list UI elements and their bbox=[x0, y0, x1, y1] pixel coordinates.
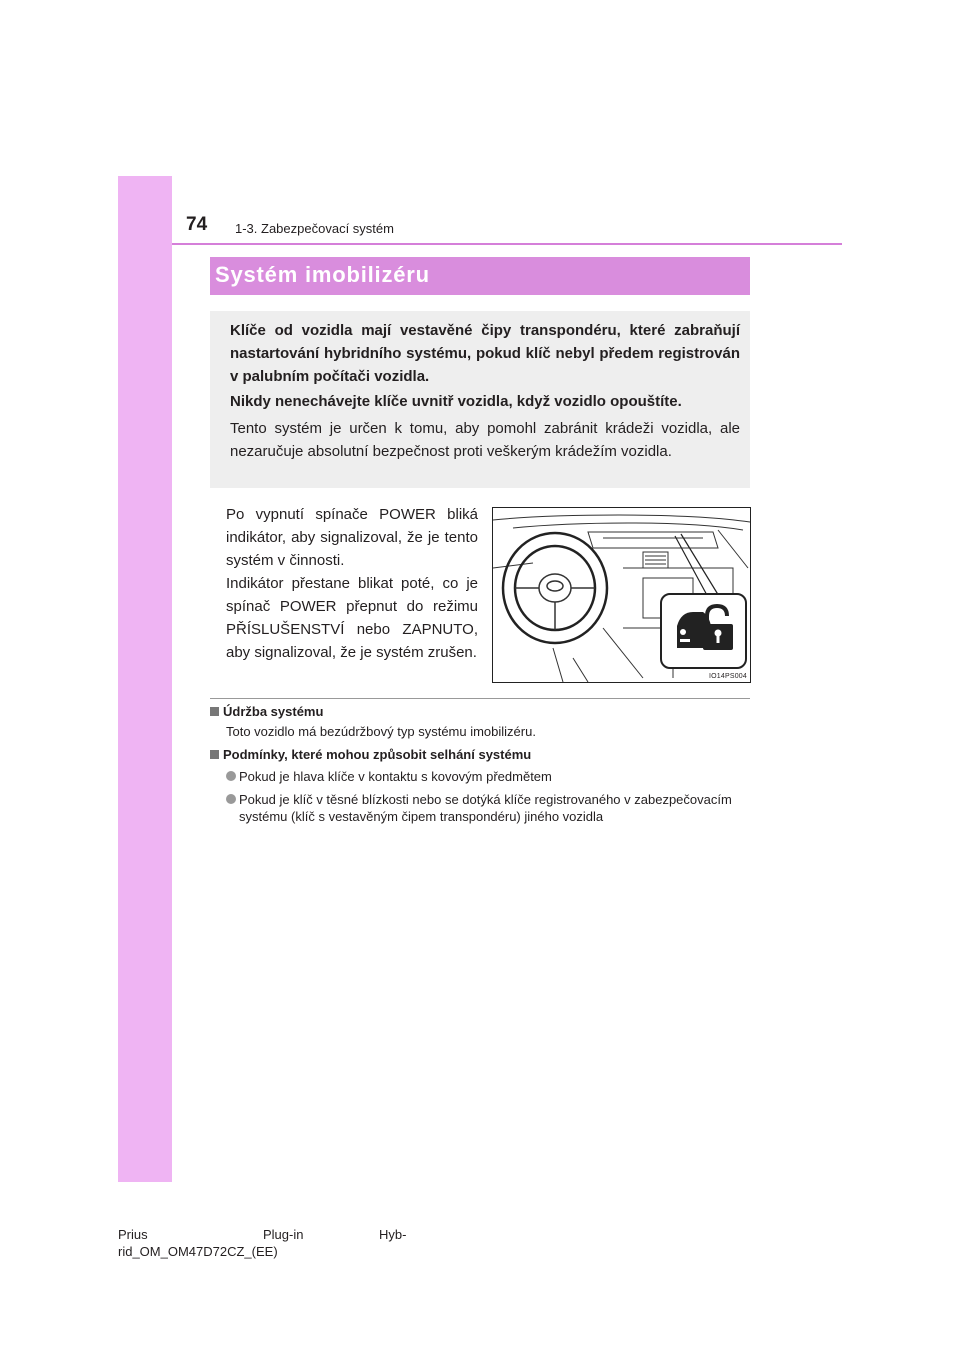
maintenance-text: Toto vozidlo má bezúdržbový typ systému imobilizéru. bbox=[226, 724, 536, 739]
maintenance-title: Údržba systému bbox=[223, 704, 324, 719]
header-rule bbox=[172, 243, 842, 245]
topic-title: Systém imobilizéru bbox=[215, 262, 430, 287]
footer-word: Hyb- bbox=[379, 1227, 407, 1242]
body-paragraph-1: Po vypnutí spínače POWER bliká indikátor, aby signalizoval, že je tento systém v činnosti. bbox=[226, 506, 478, 569]
square-bullet-icon bbox=[210, 750, 219, 759]
section-divider bbox=[210, 698, 750, 699]
intro-paragraph: Klíče od vozidla mají vestavěné čipy transpondéru, které zabraňují nastartování hybridního systému, pokud klíč nebyl předem registrován v palubním počítači vozidla. bbox=[230, 322, 740, 385]
section-sidebar-tab bbox=[118, 176, 172, 1182]
figure-code: IO14PS004 bbox=[709, 673, 747, 680]
dashboard-illustration bbox=[493, 508, 750, 682]
square-bullet-icon bbox=[210, 707, 219, 716]
footer-word: Plug-in bbox=[263, 1227, 304, 1242]
intro-note: Tento systém je určen k tomu, aby pomohl zabránit krádeži vozidla, ale nezaručuje absolutní bezpečnost proti veškerým krádežím vozidla. bbox=[230, 420, 740, 460]
conditions-heading bbox=[210, 747, 531, 762]
conditions-title: Podmínky, které mohou způsobit selhání systému bbox=[223, 747, 532, 762]
document-footer bbox=[118, 1226, 406, 1260]
circle-bullet-icon bbox=[226, 771, 236, 781]
intro-box bbox=[210, 311, 750, 488]
condition-text: Pokud je klíč v těsné blízkosti nebo se dotýká klíče registrovaného v zabezpečovacím systému (klíč s vestavěným čipem transpondéru) jiného vozidla bbox=[239, 792, 732, 824]
footer-word: Prius bbox=[118, 1227, 148, 1242]
section-title: 1-3. Zabezpečovací systém bbox=[235, 221, 394, 236]
condition-item bbox=[226, 791, 756, 825]
intro-warning: Nikdy nenechávejte klíče uvnitř vozidla, když vozidlo opouštíte. bbox=[230, 393, 682, 410]
condition-text: Pokud je hlava klíče v kontaktu s kovovým předmětem bbox=[239, 769, 552, 784]
condition-item bbox=[226, 768, 752, 785]
footer-code: rid_OM_OM47D72CZ_(EE) bbox=[118, 1244, 278, 1259]
maintenance-heading bbox=[210, 704, 323, 719]
body-paragraph-2: Indikátor přestane blikat poté, co je spínač POWER přepnut do režimu PŘÍSLUŠENSTVÍ nebo ZAPNUTO, aby signalizoval, že je systém zrušen. bbox=[226, 575, 478, 661]
topic-banner bbox=[210, 257, 750, 295]
dashboard-figure bbox=[492, 507, 751, 683]
circle-bullet-icon bbox=[226, 794, 236, 804]
page-number: 74 bbox=[186, 214, 208, 235]
